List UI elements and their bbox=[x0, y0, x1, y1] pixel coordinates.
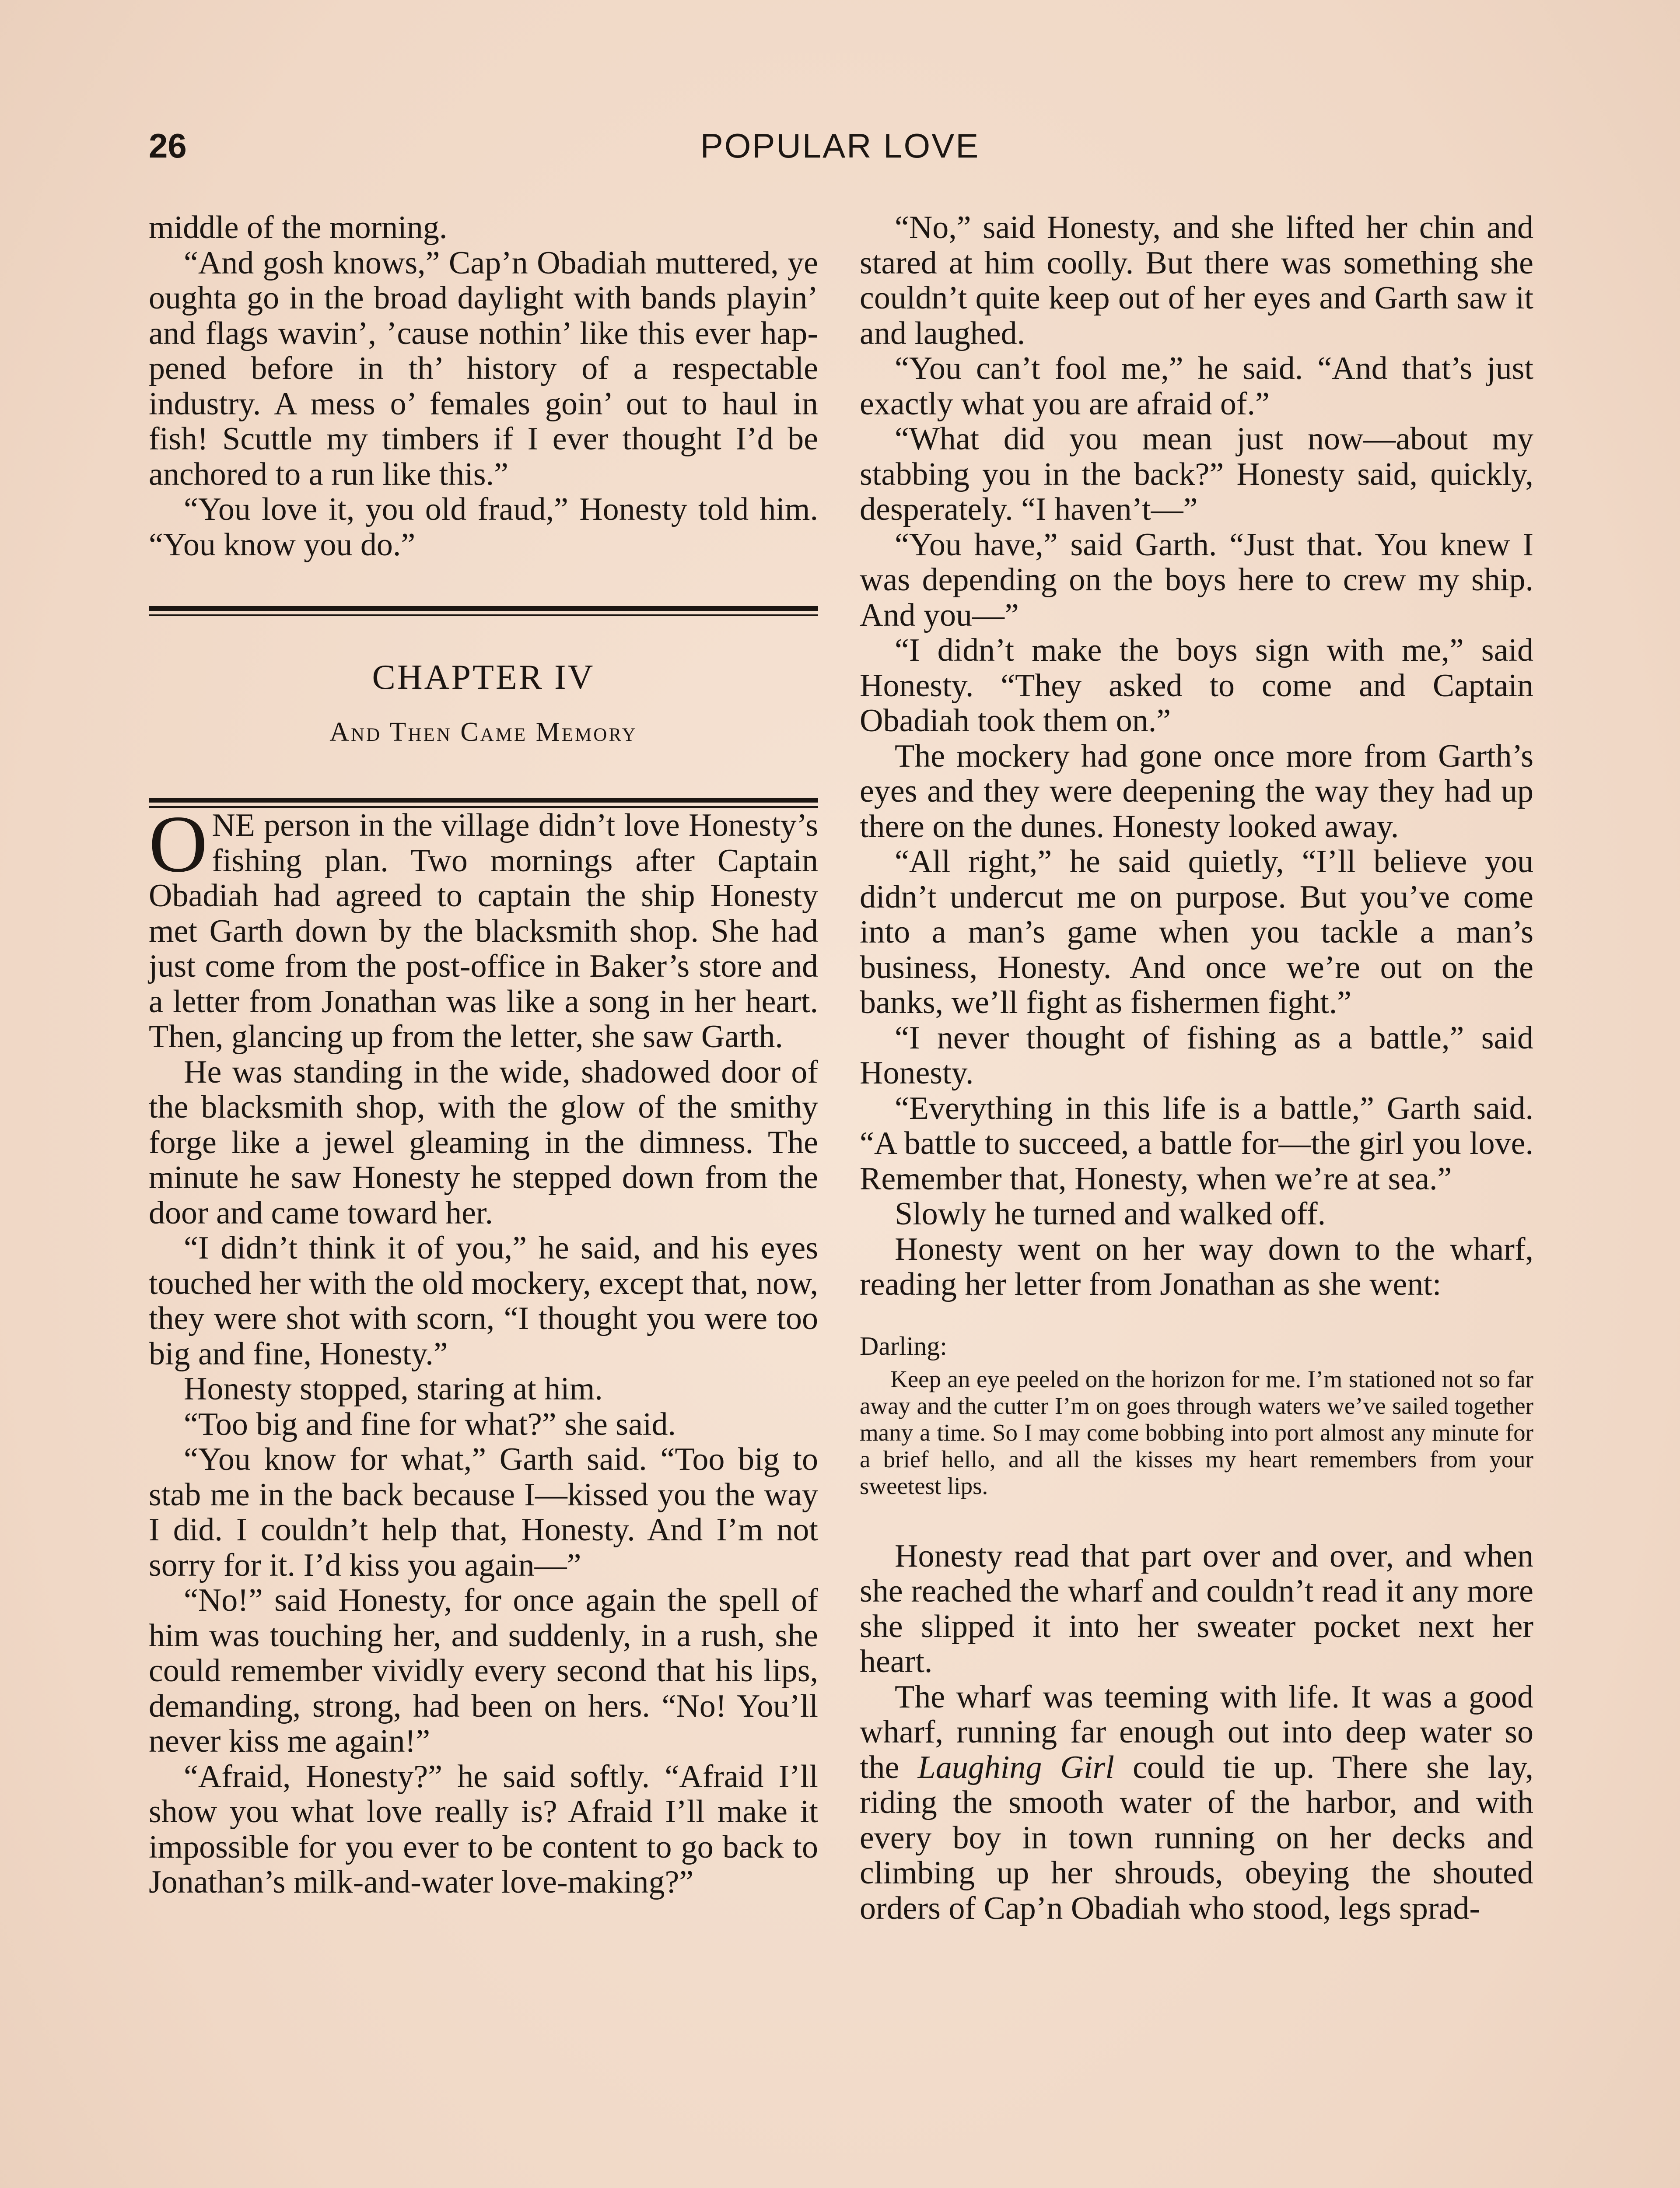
page-number: 26 bbox=[149, 126, 187, 165]
letter-excerpt bbox=[860, 1333, 1533, 1499]
paragraph: “You can’t fool me,” he said. “And that’s just exactly what you are afraid of.” bbox=[860, 351, 1533, 422]
opening-paragraph-text: NE person in the village didn’t love Honesty’s fishing plan. Two mornings after Captain Obadiah had agreed to captain the ship Honesty met Garth down by the blacksmith shop. She had just come from the post-office in Baker’s store and a letter from Jonathan was like a song in her heart. Then, glancing up from the letter, she saw Garth. bbox=[149, 807, 818, 1055]
paragraph: The mockery had gone once more from Garth’s eyes and they were deepening the way they had up there on the dunes. Honesty looked away. bbox=[860, 738, 1533, 845]
paragraph bbox=[860, 1680, 1533, 1926]
letter-salutation: Darling: bbox=[860, 1331, 947, 1360]
text-fragment: The wharf was teeming with life. It was a good wharf, running far enough out into deep water so the bbox=[860, 1679, 1533, 1785]
paragraph: “I didn’t make the boys sign with me,” said Honesty. “They asked to come and Captain Obadiah took them on.” bbox=[860, 632, 1533, 739]
chapter-rule-bottom bbox=[149, 798, 818, 808]
running-head bbox=[149, 126, 1531, 179]
letter-body: Keep an eye peeled on the horizon for me. I’m stationed not so far away and the cutter I’m on goes through waters we’ve sailed together many a time. So I may come bobbing into port almost any minute for a brief hello, and all the kisses my heart remembers from your sweetest lips. bbox=[860, 1365, 1533, 1499]
paragraph: “No,” said Honesty, and she lifted her chin and stared at him coolly. But there was something she couldn’t quite keep out of her eyes and Garth saw it and laughed. bbox=[860, 210, 1533, 351]
paragraph: “Afraid, Honesty?” he said softly. “Afraid I’ll show you what love really is? Afraid I’ll make it impossible for you ever to be content to go back to Jonathan’s milk-and-water love-making?” bbox=[149, 1758, 818, 1900]
paragraph: “I didn’t think it of you,” he said, and his eyes touched her with the old mockery, except that, now, they were shot with scorn, “I thought you were too big and fine, Honesty.” bbox=[149, 1230, 818, 1372]
paragraph: Honesty read that part over and over, and when she reached the wharf and couldn’t read it any more she slipped it into her sweater pocket next her heart. bbox=[860, 1538, 1533, 1680]
text-fragment: could tie up. There she lay, riding the smooth water of the harbor, and with every boy in town running on her decks and climbing up her shrouds, obeying the shouted orders of Cap’n Obadiah who stood, legs sprad- bbox=[860, 1749, 1534, 1926]
ship-name: Laughing Girl bbox=[917, 1749, 1114, 1785]
paragraph: “What did you mean just now—about my stabbing you in the back?” Honesty said, quickly, desperately. “I haven’t—” bbox=[860, 421, 1533, 527]
paragraph: “You know for what,” Garth said. “Too big to stab me in the back because I—kissed you the way I did. I couldn’t help that, Honesty. And I’m not sorry for it. I’d kiss you again—” bbox=[149, 1441, 818, 1583]
paragraph: Honesty stopped, staring at him. bbox=[184, 1371, 603, 1407]
paragraph: “I never thought of fishing as a battle,” said Honesty. bbox=[860, 1020, 1533, 1091]
chapter-subtitle: And Then Came Memory bbox=[329, 717, 637, 747]
paragraph: “You have,” said Garth. “Just that. You knew I was depending on the boys here to crew my ship. And you—” bbox=[860, 526, 1533, 633]
magazine-title: POPULAR LOVE bbox=[700, 126, 980, 165]
chapter-title: CHAPTER IV bbox=[372, 658, 595, 697]
paragraph: “You love it, you old fraud,” Honesty told him. “You know you do.” bbox=[149, 491, 818, 563]
paragraph: “All right,” he said quietly, “I’ll believe you didn’t undercut me on purpose. But you’ve come into a man’s game when you tackle a man’s business, Honesty. And once we’re out on the banks, we’ll fight as fishermen fight.” bbox=[860, 844, 1533, 1020]
left-column bbox=[149, 210, 818, 1900]
paragraph: “And gosh knows,” Cap’n Obadiah muttered, ye oughta go in the broad daylight with bands playin’ and flags wavin’, ’cause nothin’ like this ever happened before in th’ history of a respectable industry. A mess o’ females goin’ out to haul in fish! Scuttle my timbers if I ever thought I’d be anchored to a run like this.” bbox=[149, 245, 818, 492]
paragraph: “No!” said Honesty, for once again the spell of him was touching her, and suddenly, in a rush, she could remember vividly every second that his lips, demanding, strong, had been on hers. “No! You’ll never kiss me again!” bbox=[149, 1582, 818, 1759]
chapter-heading bbox=[149, 606, 818, 808]
paragraph: Honesty went on her way down to the wharf, reading her letter from Jonathan as she went: bbox=[860, 1231, 1533, 1302]
right-column bbox=[860, 210, 1533, 1926]
chapter-rule-top bbox=[149, 606, 818, 616]
paragraph: Slowly he turned and walked off. bbox=[895, 1196, 1326, 1232]
drop-cap: O bbox=[149, 799, 208, 889]
paragraph: “Everything in this life is a battle,” Garth said. “A battle to succeed, a battle for—the girl you love. Remember that, Honesty, when we’re at sea.” bbox=[860, 1090, 1533, 1197]
paragraph: “Too big and fine for what?” she said. bbox=[184, 1406, 676, 1442]
opening-paragraph bbox=[149, 799, 818, 1055]
paragraph: middle of the morning. bbox=[149, 210, 448, 245]
paragraph: He was standing in the wide, shadowed door of the blacksmith shop, with the glow of the smithy forge like a jewel gleaming in the dimness. The minute he saw Honesty he stepped down from the door and came toward her. bbox=[149, 1054, 818, 1231]
